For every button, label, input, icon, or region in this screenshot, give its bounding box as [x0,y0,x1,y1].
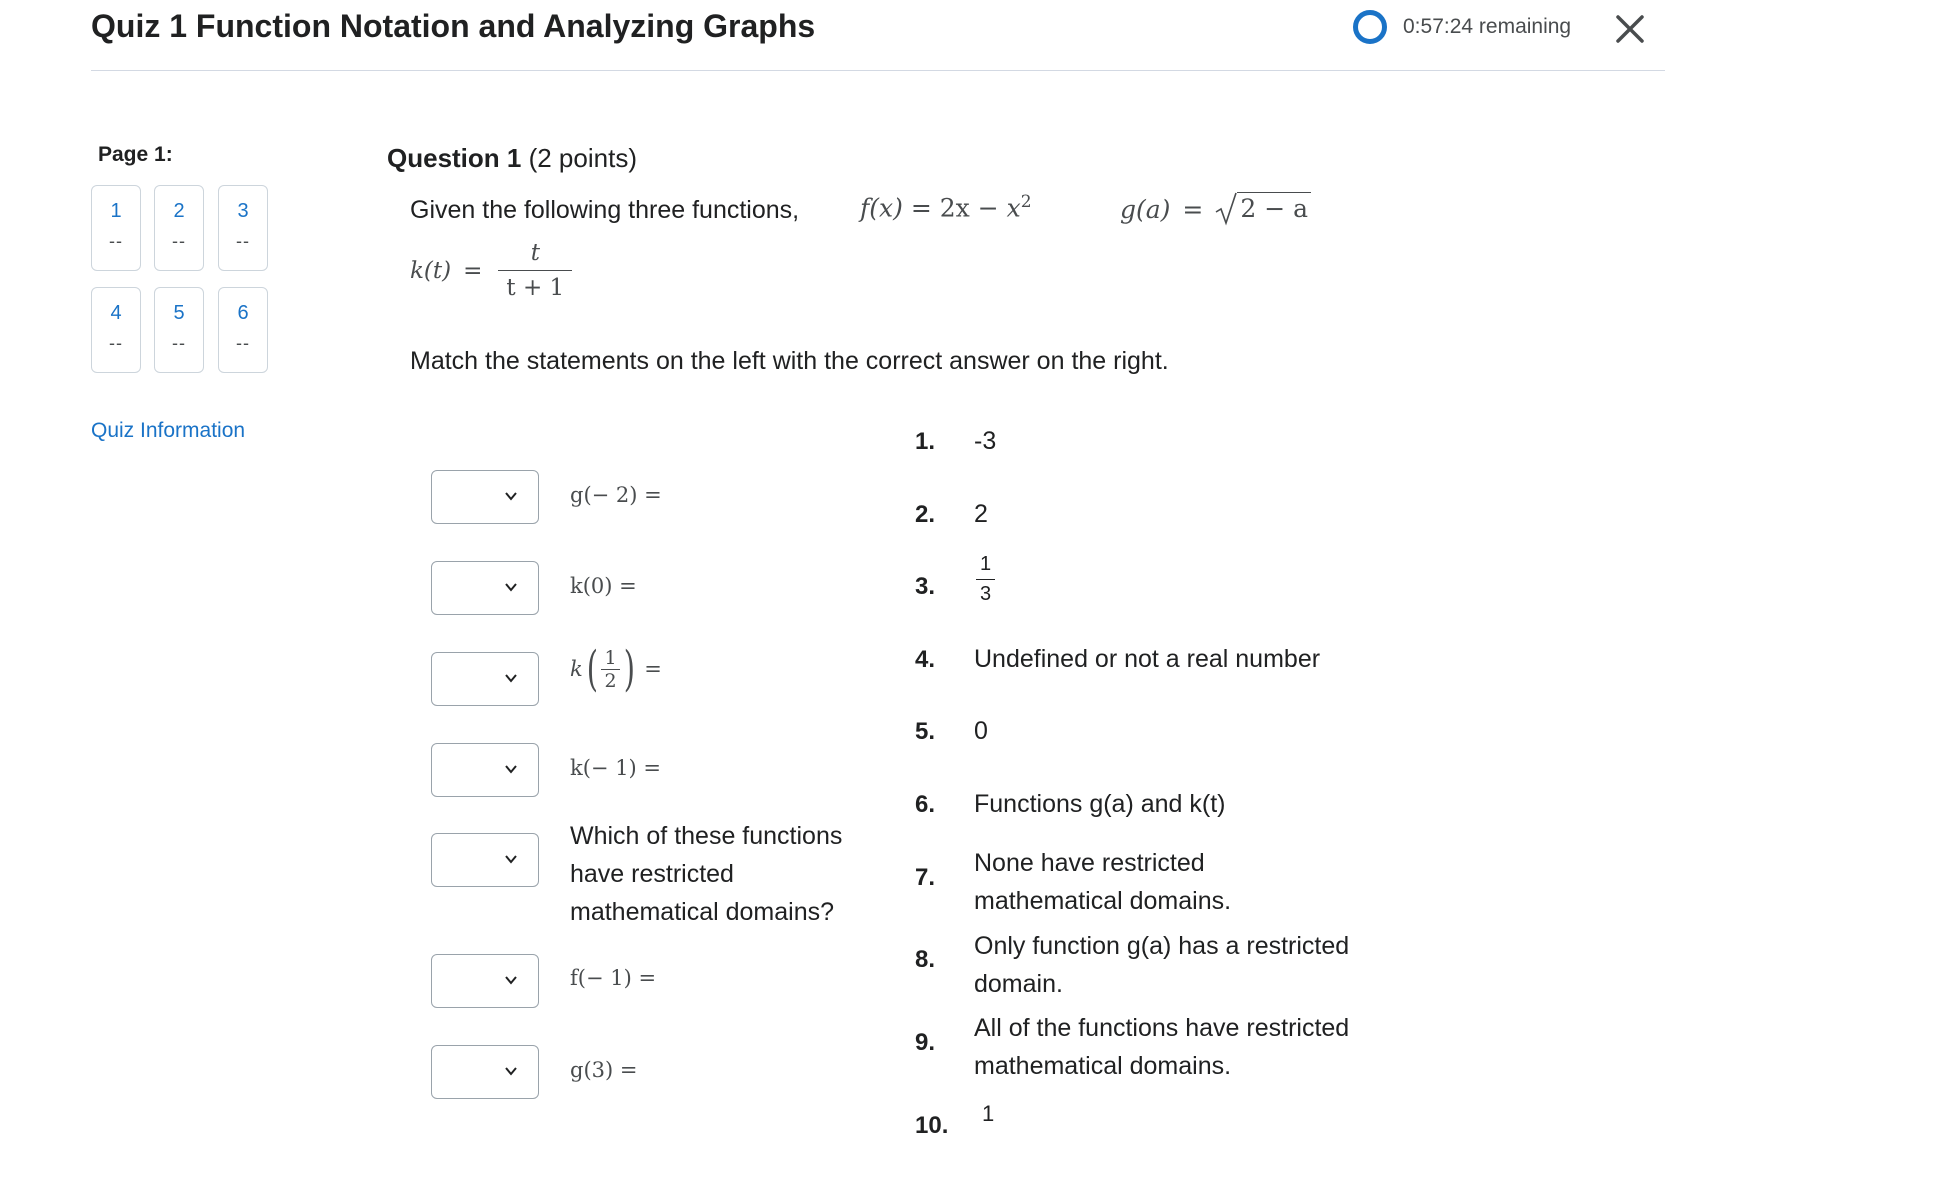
quiz-information-link[interactable]: Quiz Information [91,419,246,442]
statement-7: g(3) = [570,1058,638,1082]
timer-ring-icon [1353,10,1387,44]
question-nav-status: -- [109,333,123,353]
answer-number: 1. [915,428,936,455]
half-fraction [601,647,619,692]
answer-text [974,844,1231,920]
half-denominator: 2 [601,669,619,692]
match-select-5[interactable] [431,833,539,887]
question-nav-6[interactable] [218,287,268,373]
question-nav-5[interactable] [154,287,204,373]
g-lhs: g(a) [1120,194,1171,224]
statement-5-line: mathematical domains? [570,898,835,926]
match-select-7[interactable] [431,1045,539,1099]
sqrt-expression [1215,192,1311,226]
close-icon[interactable] [1613,12,1647,46]
g-equals: = [1182,194,1204,224]
answer-line: mathematical domains. [974,1052,1232,1080]
page-label: Page 1: [98,143,173,166]
statement-6: f(− 1) = [570,966,657,990]
question-title [387,143,637,174]
question-nav-number: 3 [237,200,249,222]
function-k [410,240,572,301]
answer-fraction [976,553,995,606]
answer-number: 4. [915,646,936,673]
question-nav-status: -- [236,231,250,251]
answer-number: 8. [915,946,936,973]
f-term-b: x [1006,193,1021,223]
f-minus: − [977,193,999,223]
statement-4: k(− 1) = [570,756,662,780]
statement-3 [570,641,662,697]
g-radicand: 2 − a [1237,192,1311,223]
answer-number: 10. [915,1112,949,1139]
answer-number: 7. [915,864,936,891]
left-paren: ( [586,641,598,697]
answer-text: -3 [974,427,997,455]
answer-number: 9. [915,1029,936,1056]
header-divider [91,70,1665,71]
k-equals: = [463,257,483,284]
question-nav-3[interactable] [218,185,268,271]
question-nav-number: 5 [173,302,185,324]
chevron-down-icon [504,852,518,866]
answer-line: None have restricted [974,849,1205,877]
answer-text [974,927,1349,1003]
chevron-down-icon [504,489,518,503]
chevron-down-icon [504,1064,518,1078]
match-select-6[interactable] [431,954,539,1008]
match-instruction: Match the statements on the left with the correct answer on the right. [410,347,1169,375]
answer-line: Only function g(a) has a restricted [974,932,1350,960]
k-numerator: t [530,240,540,266]
match-select-3[interactable] [431,652,539,706]
match-select-2[interactable] [431,561,539,615]
question-nav-4[interactable] [91,287,141,373]
question-nav-1[interactable] [91,185,141,271]
timer-text: 0:57:24 remaining [1403,15,1572,38]
k-denominator: t + 1 [498,270,572,301]
answer-text [974,1009,1349,1085]
chevron-down-icon [504,762,518,776]
statement-5-line: have restricted [570,860,734,888]
match-select-4[interactable] [431,743,539,797]
fraction-denominator: 3 [976,579,995,606]
answer-number: 6. [915,791,936,818]
answer-line: mathematical domains. [974,887,1232,915]
question-nav-2[interactable] [154,185,204,271]
statement-1: g(− 2) = [570,483,662,507]
statement-2: k(0) = [570,574,637,598]
function-g [1120,192,1311,226]
k-prefix: k [570,657,583,681]
question-number: Question 1 [387,143,522,173]
statement-3-equals: = [644,657,662,681]
sqrt-icon [1215,192,1237,226]
question-nav-status: -- [172,231,186,251]
answer-line: domain. [974,970,1063,998]
quiz-title: Quiz 1 Function Notation and Analyzing Graphs [91,8,816,44]
answer-text: 2 [974,500,988,528]
f-lhs: f(x) [860,193,903,223]
chevron-down-icon [504,671,518,685]
answer-number: 3. [915,573,936,600]
question-nav-status: -- [109,231,123,251]
question-points: (2 points) [528,143,637,173]
function-f [860,192,1032,222]
chevron-down-icon [504,580,518,594]
k-fraction [498,240,572,301]
answer-number: 2. [915,501,936,528]
chevron-down-icon [504,973,518,987]
f-exponent: 2 [1020,192,1032,212]
answer-number: 5. [915,718,936,745]
answer-text: 0 [974,717,988,745]
f-equals: = [910,193,932,223]
question-nav-status: -- [172,333,186,353]
f-term-a: 2x [939,193,970,223]
statement-5 [570,817,842,931]
half-numerator: 1 [604,646,617,669]
answer-line: All of the functions have restricted [974,1014,1350,1042]
k-lhs: k(t) [410,257,452,284]
question-nav-number: 6 [237,302,249,324]
match-select-1[interactable] [431,470,539,524]
statement-5-line: Which of these functions [570,822,843,850]
timer [1353,10,1571,44]
fraction-numerator: 1 [980,553,992,575]
question-nav-number: 1 [110,200,122,222]
right-paren: ) [623,641,635,697]
question-nav-number: 4 [110,302,122,324]
question-nav-number: 2 [173,200,185,222]
question-nav-status: -- [236,333,250,353]
answer-text: 1 [982,1101,995,1126]
answer-text: Undefined or not a real number [974,645,1321,673]
answer-text: Functions g(a) and k(t) [974,790,1226,818]
given-text: Given the following three functions, [410,196,800,224]
